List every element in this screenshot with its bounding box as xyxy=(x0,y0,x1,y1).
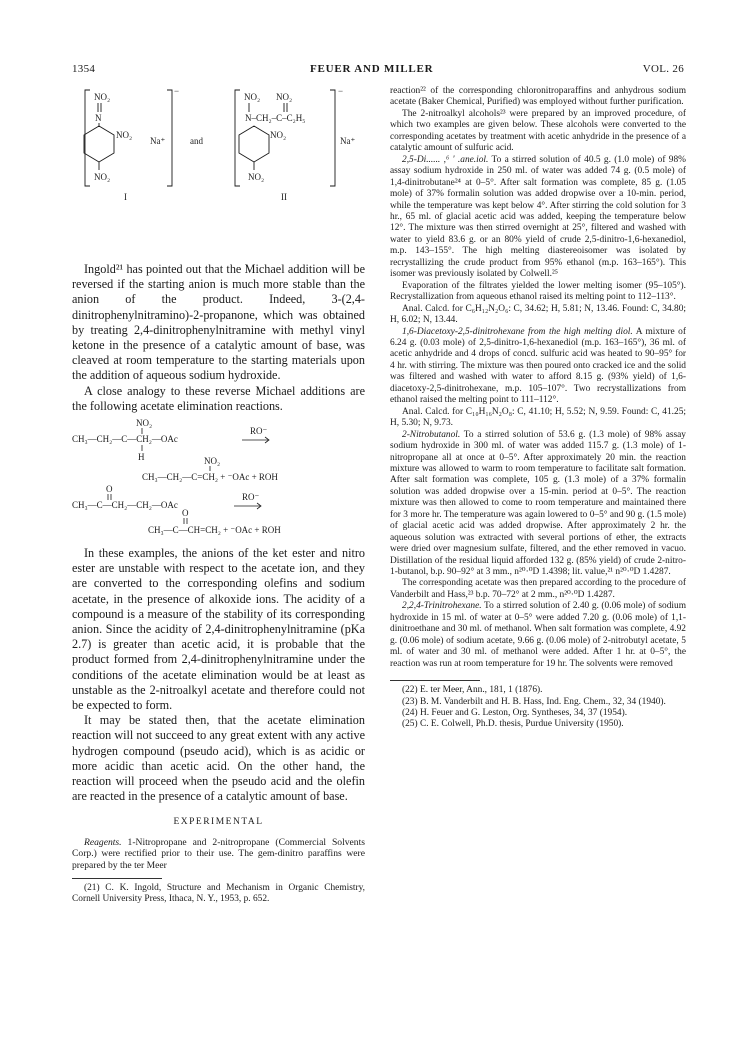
paragraph-trinitrohexane xyxy=(390,601,686,670)
footnote-rule-right xyxy=(390,680,480,681)
running-title: FEUER AND MILLER xyxy=(310,63,434,75)
hexanediol-body: To a stirred solution of 40.5 g. (1.0 mole) of 98% assay sodium hydroxide in 250 ml. of water was added 74 g. (0.5 mole) of 1,4-dinitrobutane²⁴ at 0–5°. After salt formation was complete, 85 g. (1.05 mole) of 37% formalin solution was added dropwise over a 10-min. period, while the temperature was kept below 4°. After stirring the cold solution for 3 hr., 65 ml. of glacial acetic acid was added, keeping the temperature below 12°. The mixture was then stirred overnight at 25°, filtered and washed with water to yield 83.6 g. or an 80% yield of crude 2,5-dinitro-1,6-hexanediol, m.p. 143–155°. The high melting diastereoisomer was isolated by recrystallizing the crude product from 95% ethanol (m.p. 163–165°). This isomer was previously isolated by Colwell.²⁵ xyxy=(390,154,686,280)
volume-label: VOL. 26 xyxy=(642,63,684,75)
and-text: and xyxy=(190,136,203,146)
paragraph-ingold: Ingold²¹ has pointed out that the Michael addition will be reversed if the starting anion is much more stable than the anion of the product. Indeed, 3-(2,4-dinitrophenylnitramino)-2-propanone, which was obtained by treating 2,4-dinitrophenylnitramine with methyl vinyl ketone in the presence of a catalytic amount of base, was cleaved at room temperature to the starting materials upon the addition of aqueous sodium hydroxide. xyxy=(72,262,365,383)
diacetoxy-lead: 1,6-Diacetoxy-2,5-dinitrohexane from the high melting diol. xyxy=(402,326,633,337)
reagents-body: 1-Nitropropane and 2-nitropropane (Commercial Solvents Corp.) were rectified prior to their use. The gem-dinitro paraffins were prepared by the ter Meer xyxy=(72,836,365,872)
paragraph-evaporation: Evaporation of the filtrates yielded the lower melting isomer (95–105°). Recrystallization from aqueous ethanol raised its melting point to 112–113°. xyxy=(390,280,686,303)
paragraph-diacetoxy xyxy=(390,327,686,407)
diacetoxy-body: A mixture of 6.24 g. (0.03 mole) of 2,5-dinitro-1,6-hexanediol (m.p. 163–165°), 36 ml. of acetic anhydride and 4 drops of concd. sulfuric acid was heated to 90–95° for 4 hr. with stirring. The mixture was then poured onto cracked ice and the solid was filtered and washed with water to afford 8.15 g. (93% yield) of 1,6-diacetoxy-2,5-dinitrohexane, m.p. 105–107°. Two recrystallizations from ethanol raised the melting point to 111–112°. xyxy=(390,326,686,406)
footnote-23: (23) B. M. Vanderbilt and H. B. Hass, Ind. Eng. Chem., 32, 34 (1940). xyxy=(402,696,666,707)
reaction-scheme xyxy=(72,418,365,538)
paragraph-acetate: The corresponding acetate was then prepared according to the procedure of Vanderbilt and Hass,²³ b.p. 70–72° at 2 mm., n²⁰·⁰D 1.4287. xyxy=(390,578,686,600)
paragraph-analysis-1: Anal. Calcd. for C₆H₁₂N₂O₆: C, 34.62; H, 5.81; N, 13.46. Found: C, 34.80; H, 6.02; N, 13.44. xyxy=(390,303,686,326)
s1-top-no2: NO₂ xyxy=(94,92,111,102)
trinitrohexane-body: To a stirred solution of 2.40 g. (0.06 mole) of sodium hydroxide in 15 ml. of water at 0–5° were added 7.20 g. (0.06 mole) of 1,1-dinitroethane and 30 ml. of methanol. When salt formation was complete, 4.92 g. (0.06 mole) of sodium acetate, 9.66 g. (0.06 mole) of 2-nitrobutyl acetate, 5 ml. of water and 30 ml. of methanol were added. After 1 hr. at 0–5°, the reaction was run at room temperature for 19 hr. The solvents were removed xyxy=(390,601,686,669)
paragraph-nitroalkyl-alcohols: The 2-nitroalkyl alcohols²³ were prepared by an improved procedure, of which two examples are given below. These alcohols were converted to the corresponding acetates by treatment with acetic anhydride in the presence of a catalytic amount of sulfuric acid. xyxy=(390,108,686,154)
right-column xyxy=(390,86,686,731)
hexanediol-lead: 2,5-Di...... ,⁶ ' .ane.iol. xyxy=(402,154,489,165)
footnote-rule xyxy=(72,878,162,879)
s1-label: I xyxy=(124,192,127,202)
paragraph-reagents xyxy=(72,837,365,872)
footnote-21: (21) C. K. Ingold, Structure and Mechanism in Organic Chemistry, Cornell University Press, Ithaca, N. Y., 1953, p. 652. xyxy=(72,882,365,905)
s2-side-no2: NO₂ xyxy=(270,130,287,140)
trinitrohexane-lead: 2,2,4-Trinitrohexane. xyxy=(402,601,482,612)
s2-sodium: Na⁺ xyxy=(340,136,356,146)
nitrobutanol-body: To a stirred solution of 53.6 g. (1.3 mole) of 98% assay sodium hydroxide in 300 ml. of water was added 115.7 g. (1.3 mole) of 1-nitropropane all at once at 0–5°. After approximately 20 min. the reaction mixture was allowed to warm to room temperature to facilitate salt formation. After salt formation was complete, 105 g. (1.3 mole) of a 37% formalin solution was added dropwise over a 15-min. period at 0–5°. The reaction mixture was then allowed to come to room temperature and maintained there for 3 more hr. The temperature was again lowered to 0–5° and 90 g. (1.5 mole) of glacial acetic acid was added dropwise. After approximately 2 hr. the aqueous solution was extracted with several portions of ether, the extracts were dried over magnesium sulfate, filtered, and the ether removed in vacuo. Distillation of the residual liquid afforded 132 g. (85% yield) of crude 2-nitro-1-butanol, b.p. 90–92° at 3 mm., n²⁰·⁰D 1.4398; lit. value,²¹ n²⁰·⁰D 1.4287. xyxy=(390,429,686,578)
paragraph-analysis-2: Anal. Calcd. for C₁₀H₁₆N₂O₈: C, 41.10; H, 5.52; N, 9.59. Found: C, 41.25; H, 5.30; N, 9.73. xyxy=(390,406,686,429)
s1-bottom-no2: NO₂ xyxy=(94,172,111,182)
rxn1-h: H xyxy=(138,452,145,463)
rxn1-base: RO⁻ xyxy=(250,426,268,437)
s1-sodium: Na⁺ xyxy=(150,136,166,146)
s2-bottom-no2: NO₂ xyxy=(248,172,265,182)
rxn2-product-o: O xyxy=(182,508,189,519)
left-column xyxy=(72,86,365,905)
rxn2-base: RO⁻ xyxy=(242,492,260,503)
running-header xyxy=(72,63,684,77)
s1-charge: − xyxy=(174,86,180,96)
footnote-22: (22) E. ter Meer, Ann., 181, 1 (1876). xyxy=(402,685,543,696)
s2-label: II xyxy=(281,192,287,202)
rxn1-product-no2: NO₂ xyxy=(204,456,221,467)
s1-nitrogen: N xyxy=(95,113,102,123)
paragraph-conclusion: It may be stated then, that the acetate elimination reaction will not succeed to any great extent with any active hydrogen compound (pseudo acid), which is as acidic or more acidic than acetic acid. On the other hand, the reaction will proceed when the pseudo acid and the olefin are reacted in the presence of a catalytic amount of base. xyxy=(72,713,365,804)
rxn1-no2: NO₂ xyxy=(136,418,153,429)
paragraph-analogy: A close analogy to these reverse Michael additions are the following acetate elimination reactions. xyxy=(72,383,365,413)
paragraph-examples: In these examples, the anions of the ket ester and nitro ester are unstable with respect to the acetate ion, and they are converted to the corresponding olefins and sodium acetate, in the presence of alkoxide ions. The acidity of a compound is a measure of the stability of its corresponding anion. Since the acidity of 2,4-dinitrophenylnitramine (pKa 2.7) is greater than acetic acid, it is probable that the product formed from 2,4-dinitrophenylnitramine under the conditions of the acetate elimination would be at least as unstable as the 2-nitroalkyl acetate and therefore could not be expected to form. xyxy=(72,546,365,713)
nitrobutanol-lead: 2-Nitrobutanol. xyxy=(402,429,461,440)
paragraph-ter-meer: reaction²² of the corresponding chloronitroparaffins and anhydrous sodium acetate (Baker Chemical, Purified) was employed without further purification. xyxy=(390,86,686,108)
s2-top-no2-b: NO₂ xyxy=(276,92,293,102)
s2-charge: − xyxy=(338,86,344,96)
rxn2-o: O xyxy=(106,484,113,495)
experimental-heading: EXPERIMENTAL xyxy=(173,817,264,828)
paragraph-nitrobutanol xyxy=(390,430,686,579)
rxn2-reactant: CH₃—C—CH₂—CH₂—OAc xyxy=(72,500,178,511)
s2-top-no2-a: NO₂ xyxy=(244,92,261,102)
rxn1-reactant: CH₃—CH₂—C—CH₂—OAc xyxy=(72,434,178,445)
reagents-lead: Reagents. xyxy=(84,836,122,848)
footnote-25: (25) C. E. Colwell, Ph.D. thesis, Purdue University (1950). xyxy=(402,719,624,730)
paragraph-dinitro-hexanediol xyxy=(390,155,686,281)
footnote-24: (24) H. Feuer and G. Leston, Org. Syntheses, 34, 37 (1954). xyxy=(402,707,628,718)
rxn1-product: CH₃—CH₂—C=CH₂ + ⁻OAc + ROH xyxy=(142,472,278,483)
s1-side-no2: NO₂ xyxy=(116,130,133,140)
rxn2-product: CH₃—C—CH=CH₂ + ⁻OAc + ROH xyxy=(148,525,281,536)
page-number: 1354 xyxy=(72,63,96,75)
s2-chain: N–CH₂–C–C₂H₅ xyxy=(245,113,306,123)
